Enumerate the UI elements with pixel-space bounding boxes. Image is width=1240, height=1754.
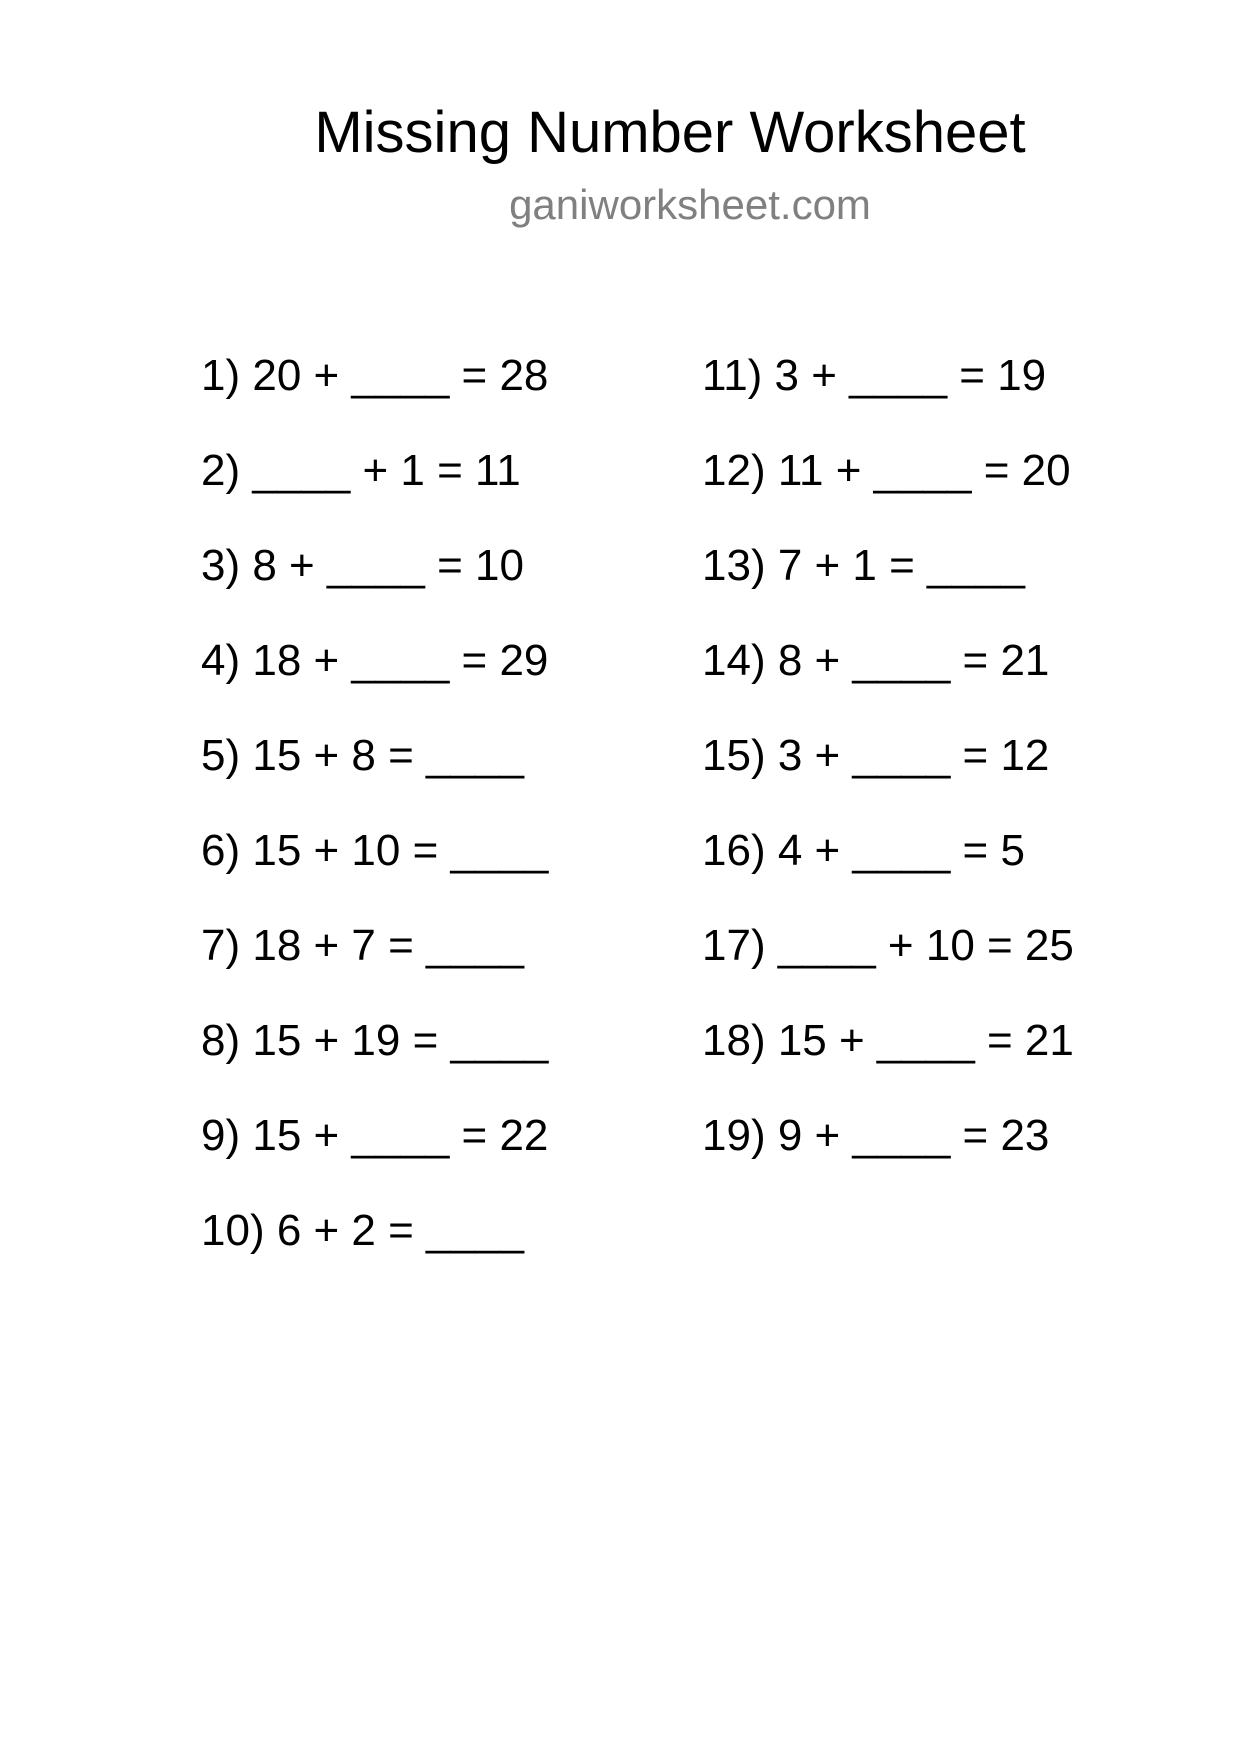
problem-4: 4) 18 + ____ = 29 [201,636,549,685]
problem-18: 18) 15 + ____ = 21 [702,1016,1074,1065]
problem-14: 14) 8 + ____ = 21 [702,636,1050,685]
problem-7: 7) 18 + 7 = ____ [201,921,524,970]
problem-11: 11) 3 + ____ = 19 [702,351,1047,400]
problem-5: 5) 15 + 8 = ____ [201,731,524,780]
problems-left-column [201,346,548,1296]
problem-12: 12) 11 + ____ = 20 [702,446,1071,495]
page-title: Missing Number Worksheet [314,100,1026,165]
problem-13: 13) 7 + 1 = ____ [702,541,1025,590]
problem-15: 15) 3 + ____ = 12 [702,731,1050,780]
problems-right-column [702,346,1074,1201]
problem-3: 3) 8 + ____ = 10 [201,541,524,590]
problem-10: 10) 6 + 2 = ____ [201,1206,524,1255]
problem-16: 16) 4 + ____ = 5 [702,826,1025,875]
site-url: ganiworksheet.com [509,181,871,228]
problem-6: 6) 15 + 10 = ____ [201,826,549,875]
problem-17: 17) ____ + 10 = 25 [702,921,1074,970]
problem-9: 9) 15 + ____ = 22 [201,1111,549,1160]
problem-1: 1) 20 + ____ = 28 [201,351,549,400]
problem-19: 19) 9 + ____ = 23 [702,1111,1050,1160]
problem-2: 2) ____ + 1 = 11 [201,446,521,495]
problem-8: 8) 15 + 19 = ____ [201,1016,549,1065]
